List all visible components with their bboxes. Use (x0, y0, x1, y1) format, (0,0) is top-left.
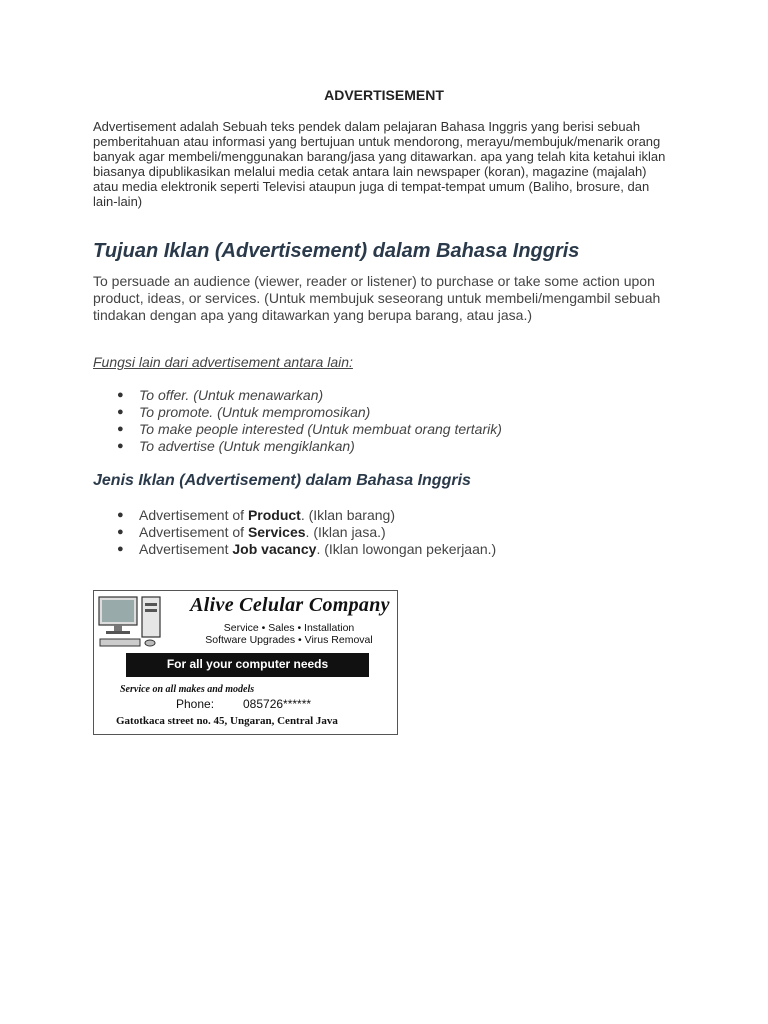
ad-address: Gatotkaca street no. 45, Ungaran, Central Java (116, 715, 338, 727)
fungsi-list (117, 387, 502, 455)
advertisement-image (93, 590, 398, 735)
document-title: ADVERTISEMENT (324, 87, 444, 103)
bullet-icon: ● (117, 440, 124, 452)
ad-service-note: Service on all makes and models (120, 684, 255, 695)
ad-services-line: Service • Sales • Installation (223, 622, 355, 634)
intro-paragraph: Advertisement adalah Sebuah teks pendek dalam pelajaran Bahasa Inggris yang berisi sebuah pemberitahuan atau informasi yang bertujuan untuk mendorong, merayu/membujuk/menarik orang banyak agar membeli/menggunakan barang/jasa yang ditawarkan. apa yang telah kita ketahui iklan biasanya dipublikasikan melalui media cetak antara lain newspaper (koran), magazine (majalah) atau media elektronik seperti Televisi ataupun juga di tempat-tempat umum (Baliho, brosure, dan lain-lain) (93, 119, 666, 209)
ad-phone-label: Phone: (176, 697, 215, 711)
list-item: ● To promote. (Untuk mempromosikan) (117, 404, 371, 420)
list-item: ● Advertisement Job vacancy. (Iklan lowongan pekerjaan.) (117, 541, 497, 557)
list-item: ● Advertisement of Product. (Iklan barang) (117, 507, 395, 523)
ad-software-line: Software Upgrades • Virus Removal (205, 634, 373, 646)
list-item: ● To make people interested (Untuk membuat orang tertarik) (117, 421, 502, 437)
list-item: ● To offer. (Untuk menawarkan) (117, 387, 324, 403)
fungsi-label: Fungsi lain dari advertisement antara lain: (93, 354, 353, 370)
computer-icon (98, 595, 162, 649)
bullet-icon: ● (117, 423, 124, 435)
jenis-list (117, 507, 496, 558)
bullet-icon: ● (117, 406, 124, 418)
bullet-icon: ● (117, 543, 124, 555)
bullet-icon: ● (117, 509, 124, 521)
ad-company-name: Alive Celular Company (190, 594, 390, 616)
bullet-icon: ● (117, 526, 124, 538)
ad-banner: For all your computer needs (126, 653, 369, 677)
ad-phone-number: 085726****** (243, 697, 312, 711)
jenis-heading: Jenis Iklan (Advertisement) dalam Bahasa Inggris (93, 472, 471, 489)
list-item: ● To advertise (Untuk mengiklankan) (117, 438, 355, 454)
tujuan-paragraph: To persuade an audience (viewer, reader or listener) to purchase or take some action upon product, ideas, or services. (Untuk membujuk seseorang untuk membeli/mengambil sebuah tindakan dengan apa yang ditawarkan yang berupa barang, atau jasa.) (93, 273, 661, 323)
tujuan-heading: Tujuan Iklan (Advertisement) dalam Bahasa Inggris (93, 240, 580, 262)
bullet-icon: ● (117, 389, 124, 401)
list-item: ● Advertisement of Services. (Iklan jasa.) (117, 524, 386, 540)
